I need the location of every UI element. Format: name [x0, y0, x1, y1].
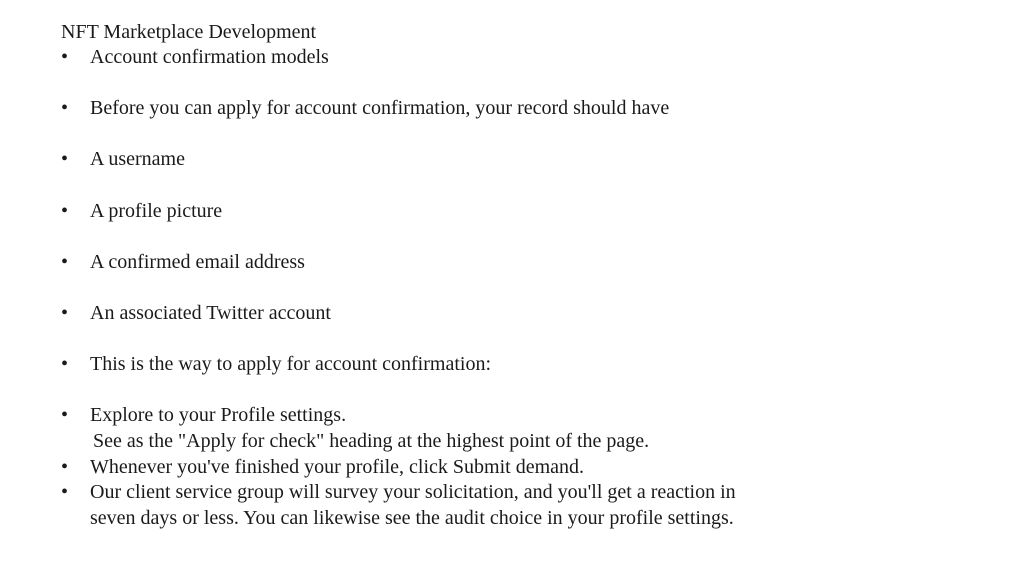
list-item: [61, 147, 781, 173]
list-item-text: A confirmed email address: [90, 250, 305, 273]
list-item: [61, 352, 781, 378]
list-item: [61, 455, 781, 481]
list-item-text: This is the way to apply for account confirmation:: [90, 353, 492, 376]
list-item-text: An associated Twitter account: [90, 301, 331, 324]
list-item-text: Explore to your Profile settings.: [90, 404, 347, 427]
document-body: [61, 19, 781, 531]
list-item-text: Whenever you've finished your profile, click Submit demand.: [90, 455, 585, 478]
list-item: [61, 199, 781, 225]
document-title: NFT Marketplace Development: [61, 21, 317, 43]
bullet-icon: •: [61, 148, 69, 171]
list-item-continuation: See as the "Apply for check" heading at the highest point of the page.: [93, 429, 650, 452]
list-item: [61, 96, 781, 122]
bullet-icon: •: [61, 250, 69, 273]
bullet-icon: •: [61, 404, 69, 427]
bullet-icon: •: [61, 301, 69, 324]
list-item: [61, 403, 781, 454]
list-item: [61, 480, 781, 531]
list-item-text: Before you can apply for account confirmation, your record should have: [90, 97, 670, 120]
list-item-text: A username: [90, 148, 185, 171]
bullet-icon: •: [61, 353, 69, 376]
list-item-text: A profile picture: [90, 199, 223, 222]
list-item: [61, 301, 781, 327]
bullet-list: [61, 45, 781, 531]
list-item: [61, 45, 781, 71]
list-item-text: Our client service group will survey your solicitation, and you'll get a reaction in seven days or less. You can likewise see the audit choice in your profile settings.: [90, 481, 736, 529]
list-item: [61, 250, 781, 276]
bullet-icon: •: [61, 46, 69, 68]
bullet-icon: •: [61, 199, 69, 222]
list-item-text: Account confirmation models: [90, 46, 329, 68]
bullet-icon: •: [61, 481, 69, 504]
bullet-icon: •: [61, 455, 69, 478]
bullet-icon: •: [61, 97, 69, 120]
